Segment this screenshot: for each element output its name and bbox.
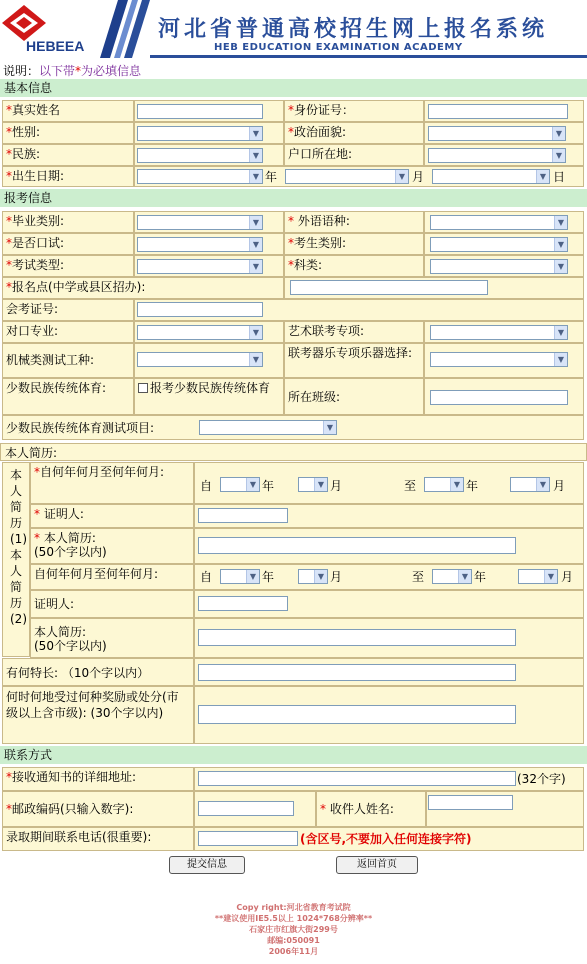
cell-witness1-label [30,504,194,528]
note-text: 以下带 [39,64,76,78]
label-addr-limit: (32个字) [517,772,566,786]
mech-select[interactable] [137,352,263,367]
label-music: 联考器乐专项乐器选择: [288,346,413,360]
footer-recommend: **建议使用IE5.5以上 1024*768分辨率** [214,914,373,923]
header-rule [150,55,587,58]
note-prefix: 说明： [3,64,40,78]
label-name: 真实姓名 [12,103,61,117]
req-star: * [6,169,12,183]
resume1-to-month[interactable] [510,477,550,492]
label-brief1: 本人简历: [40,531,96,545]
hukou-select[interactable] [428,148,566,163]
resume1-from-month[interactable] [298,477,328,492]
label-to1: 至 [404,479,417,493]
minority-item-select[interactable] [199,420,337,435]
req-star: * [288,214,294,228]
req-star: * [6,147,12,161]
required-note [3,62,141,79]
req-star: * [6,280,12,294]
req-star: * [6,103,12,117]
award-input[interactable] [198,705,516,724]
cell-minority-label [2,378,134,415]
label-limit1: (50个字以内) [34,545,107,559]
note-suffix: 为必填信息 [81,64,142,78]
zip-input[interactable] [198,801,294,816]
footer-date: 2006年11月 [268,947,319,956]
cell-talent-label [2,658,194,686]
nation-select[interactable] [137,148,263,163]
label-examtype: 考试类型: [12,258,65,272]
cell-art-label [284,321,424,343]
resume1-from-year[interactable] [220,477,260,492]
chevron-down-icon: ▼ [249,260,262,273]
oral-test-select[interactable] [137,237,263,252]
school-input[interactable] [290,280,488,295]
chevron-down-icon: ▼ [544,570,557,583]
label-duikou: 对口专业: [6,324,59,338]
label-birth: 出生日期: [12,169,65,183]
chevron-down-icon: ▼ [249,238,262,251]
cell-political-label [284,122,424,144]
header-title: 河北省普通高校招生网上报名系统 [158,16,549,42]
chevron-down-icon: ▼ [246,570,259,583]
resume2-to-month[interactable] [518,569,558,584]
birth-month-select[interactable] [285,169,409,184]
language-select[interactable] [430,215,568,230]
label-minority-check: 报考少数民族传统体育 [150,381,271,395]
label-month1b: 月 [553,479,566,493]
cell-gender-label [2,122,134,144]
political-select[interactable] [428,126,566,141]
duikou-select[interactable] [137,325,263,340]
witness2-input[interactable] [198,596,288,611]
footer-copyright: Copy right:河北省教育考试院 [236,903,351,912]
resume1-to-year[interactable] [424,477,464,492]
brief1-input[interactable] [198,537,516,554]
req-star: * [288,125,294,139]
label-witness1: 证明人: [40,507,84,521]
chevron-down-icon: ▼ [450,478,463,491]
label-period2: 自何年何月至何年何月: [34,567,159,581]
svg-text:HEBEEA: HEBEEA [26,38,85,54]
chevron-down-icon: ▼ [552,149,565,162]
cell-lang-label [284,211,424,233]
cell-phone-label [2,827,194,851]
chevron-down-icon: ▼ [249,216,262,229]
footer-address: 石家庄市红旗大街299号 [249,925,338,934]
chevron-down-icon: ▼ [249,353,262,366]
chevron-down-icon: ▼ [249,326,262,339]
chevron-down-icon: ▼ [554,260,567,273]
label-year: 年 [265,170,278,184]
label-award: 何时何地受过何种奖励或处分(市级以上含市级): (30个字以内) [6,690,179,720]
section-contact: 联系方式 [0,746,587,764]
label-side1: 本人简历(1) [10,468,27,546]
witness1-input[interactable] [198,508,288,523]
label-address: 接收通知书的详细地址: [12,770,137,784]
chevron-down-icon: ▼ [395,170,408,183]
class-input[interactable] [430,390,568,405]
chevron-down-icon: ▼ [554,216,567,229]
label-phone: 录取期间联系电话(很重要): [6,830,152,844]
cell-minority-check [134,378,284,415]
req-star: * [6,258,12,272]
cell-examtype-label [2,255,134,277]
label-year1b: 年 [466,479,479,493]
label-period1: 自何年何月至何年何月: [40,465,165,479]
talent-input[interactable] [198,664,516,681]
label-from1: 自 [200,479,213,493]
minority-checkbox[interactable] [138,383,148,393]
cell-subject-label [284,255,424,277]
cell-award-label [2,686,194,744]
header-banner [0,0,587,58]
cell-nation-label [2,144,134,166]
grad-type-select[interactable] [137,215,263,230]
req-star: * [288,258,294,272]
chevron-down-icon: ▼ [554,238,567,251]
brief2-input[interactable] [198,629,516,646]
label-month1a: 月 [330,479,343,493]
label-year2b: 年 [474,570,487,584]
phone-input[interactable] [198,831,298,846]
cell-witness2-label [30,590,194,618]
label-from2: 自 [200,570,213,584]
cell-period2-label [30,564,194,590]
label-lang: 外语语种: [294,214,350,228]
chevron-down-icon: ▼ [536,478,549,491]
chevron-down-icon: ▼ [458,570,471,583]
label-subject: 科类: [294,258,323,272]
subject-select[interactable] [430,259,568,274]
cell-stutype-label [284,233,424,255]
cell-kaozheng-label [2,299,134,321]
address-input[interactable] [198,771,516,786]
req-star: * [34,465,40,479]
cell-duikou-label [2,321,134,343]
label-hukou: 户口所在地: [288,147,353,161]
req-star: * [288,103,294,117]
gender-select[interactable] [137,126,263,141]
label-art: 艺术联考专项: [288,324,365,338]
req-star: * [6,802,12,816]
chevron-down-icon: ▼ [552,127,565,140]
label-witness2: 证明人: [34,597,75,611]
real-name-input[interactable] [137,104,263,119]
birth-day-select[interactable] [432,169,550,184]
req-star: * [6,770,12,784]
chevron-down-icon: ▼ [323,421,336,434]
req-star: * [288,236,294,250]
label-month: 月 [412,170,425,184]
label-minority: 少数民族传统体育: [6,381,107,395]
music-select[interactable] [430,352,568,367]
label-receiver: 收件人姓名: [326,802,394,816]
cell-class-label [284,378,424,415]
req-star: * [6,125,12,139]
req-star: * [34,531,40,545]
label-kaozheng: 会考证号: [6,302,59,316]
label-grad: 毕业类别: [12,214,65,228]
label-year1a: 年 [262,479,275,493]
home-button[interactable]: 返回首页 [336,856,418,874]
submit-button[interactable]: 提交信息 [169,856,245,874]
cell-address-label [2,767,194,791]
chevron-down-icon: ▼ [249,149,262,162]
req-star: * [6,236,12,250]
section-exam: 报考信息 [0,189,587,207]
art-select[interactable] [430,325,568,340]
label-day: 日 [553,170,566,184]
chevron-down-icon: ▼ [314,570,327,583]
cell-birth-label [2,166,134,187]
cell-grad-label [2,211,134,233]
req-star: * [320,802,326,816]
label-month2b: 月 [561,570,574,584]
label-limit2: (50个字以内) [34,639,107,653]
label-stutype: 考生类别: [294,236,347,250]
label-mech: 机械类测试工种: [6,353,95,367]
label-side2: 本人简历(2) [10,548,27,626]
label-school: 报名点(中学或县区招办): [12,280,146,294]
note-star: * [75,64,82,78]
header-subtitle: HEB EDUCATION EXAMINATION ACADEMY [214,42,463,53]
label-phone-note: (含区号,不要加入任何连接字符) [300,832,472,846]
id-number-input[interactable] [428,104,568,119]
student-type-select[interactable] [430,237,568,252]
cell-brief1-label [30,528,194,564]
chevron-down-icon: ▼ [246,478,259,491]
cell-period1-label [30,462,194,504]
birth-year-select[interactable] [137,169,263,184]
req-star: * [34,507,40,521]
label-to2: 至 [412,570,425,584]
chevron-down-icon: ▼ [554,353,567,366]
label-brief2: 本人简历: [34,625,87,639]
kaozheng-input[interactable] [137,302,263,317]
cell-id-label [284,100,424,122]
req-star: * [6,214,12,228]
label-month2a: 月 [330,570,343,584]
banner-sash-graphic [100,0,150,58]
chevron-down-icon: ▼ [249,170,262,183]
label-talent: 有何特长: （10个字以内） [6,666,150,680]
label-political: 政治面貌: [294,125,347,139]
chevron-down-icon: ▼ [314,478,327,491]
chevron-down-icon: ▼ [536,170,549,183]
label-oral: 是否口试: [12,236,65,250]
label-nation: 民族: [12,147,41,161]
label-id: 身份证号： [294,103,355,117]
chevron-down-icon: ▼ [554,326,567,339]
cell-name-label [2,100,134,122]
section-resume: 本人简历: [0,443,587,461]
cell-music-label [284,343,424,378]
label-minority-item: 少数民族传统体育测试项目: [6,421,155,435]
resume2-from-month[interactable] [298,569,328,584]
cell-zip-label [2,791,194,827]
exam-type-select[interactable] [137,259,263,274]
label-class: 所在班级: [288,390,341,404]
cell-brief2-label [30,618,194,658]
cell-oral-label [2,233,134,255]
receiver-input[interactable] [428,795,513,810]
cell-mech-label [2,343,134,378]
cell-receiver-label [316,791,426,827]
resume-side-label [2,462,30,657]
label-zip: 邮政编码(只输入数字): [12,802,134,816]
label-gender: 性别: [12,125,41,139]
cell-school-label [2,277,284,299]
cell-hukou-label [284,144,424,166]
footer-zip: 邮编:050091 [267,936,320,945]
label-year2a: 年 [262,570,275,584]
resume2-from-year[interactable] [220,569,260,584]
chevron-down-icon: ▼ [249,127,262,140]
resume2-to-year[interactable] [432,569,472,584]
section-basic: 基本信息 [0,79,587,97]
